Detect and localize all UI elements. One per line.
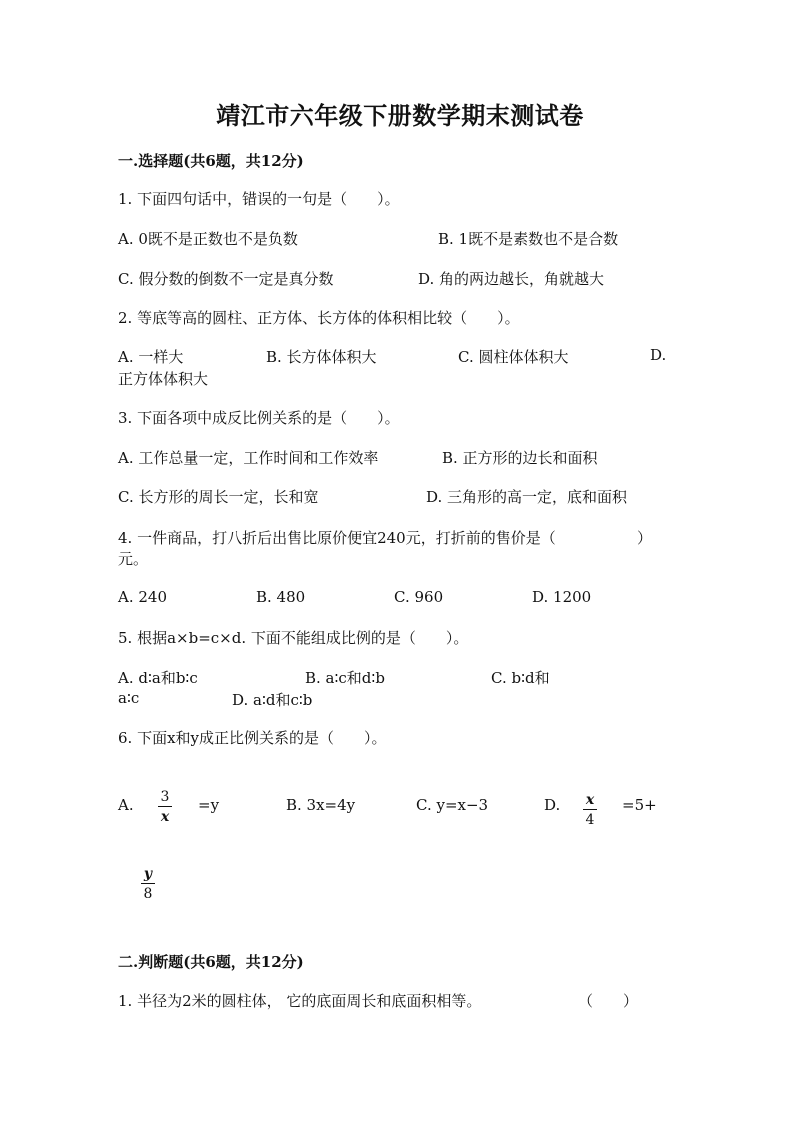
fraction-numerator: 3 <box>160 789 170 805</box>
question-6-option-d-fraction-2 <box>141 867 155 901</box>
question-4-option-b[interactable]: B. 480 <box>256 588 306 606</box>
question-2-option-b[interactable]: B. 长方体体积大 <box>266 348 377 366</box>
question-4-stem-line2: 元。 <box>118 550 149 568</box>
fraction-numerator: x <box>585 792 595 808</box>
question-4-option-c[interactable]: C. 960 <box>394 588 444 606</box>
page-title: 靖江市六年级下册数学期末测试卷 <box>216 101 584 130</box>
question-5-option-c-line1[interactable]: C. b∶d和 <box>491 669 550 687</box>
question-5-stem: 5. 根据a×b=c×d. 下面不能组成比例的是（ ）。 <box>118 629 469 647</box>
question-2-option-c[interactable]: C. 圆柱体体积大 <box>458 348 569 366</box>
question-4-stem-close-paren: ） <box>637 529 653 547</box>
question-1-stem: 1. 下面四句话中，错误的一句是（ ）。 <box>118 190 400 208</box>
fraction-denominator: 4 <box>585 812 595 828</box>
judgement-1-stem: 1. 半径为2米的圆柱体， 它的底面周长和底面积相等。 <box>118 992 482 1010</box>
question-6-option-d-rhs: =5+ <box>622 796 657 814</box>
question-4-stem-line1: 4. 一件商品，打八折后出售比原价便宜240元，打折前的售价是（ <box>118 529 556 547</box>
question-2-stem: 2. 等底等高的圆柱、正方体、长方体的体积相比较（ ）。 <box>118 309 520 327</box>
question-1-option-b[interactable]: B. 1既不是素数也不是合数 <box>438 230 619 248</box>
question-6-option-a-rhs: =y <box>198 796 220 814</box>
section-heading-choice: 一.选择题(共6题，共12分) <box>118 152 304 170</box>
question-2-option-a[interactable]: A. 一样大 <box>118 348 184 366</box>
question-1-option-a[interactable]: A. 0既不是正数也不是负数 <box>118 230 298 248</box>
fraction-denominator: x <box>160 809 170 825</box>
question-2-option-d-text[interactable]: 正方体体积大 <box>118 370 209 388</box>
question-4-option-a[interactable]: A. 240 <box>118 588 167 606</box>
question-5-option-c-line2[interactable]: a∶c <box>118 689 140 707</box>
question-6-option-d-label[interactable]: D. <box>544 796 561 814</box>
question-6-option-c[interactable]: C. y=x−3 <box>416 796 489 814</box>
question-6-option-d-fraction-1 <box>583 793 597 827</box>
question-1-option-c[interactable]: C. 假分数的倒数不一定是真分数 <box>118 270 334 288</box>
judgement-1-answer-parens[interactable]: （ ） <box>578 992 639 1010</box>
question-6-option-b[interactable]: B. 3x=4y <box>286 796 356 814</box>
question-3-option-d[interactable]: D. 三角形的高一定，底和面积 <box>426 488 628 506</box>
question-6-stem: 6. 下面x和y成正比例关系的是（ ）。 <box>118 729 387 747</box>
question-6-option-a-fraction <box>158 790 172 824</box>
question-3-option-b[interactable]: B. 正方形的边长和面积 <box>442 449 598 467</box>
question-5-option-d[interactable]: D. a∶d和c∶b <box>232 691 313 709</box>
fraction-numerator: y <box>143 866 153 882</box>
section-heading-judgement: 二.判断题(共6题，共12分) <box>118 953 304 971</box>
question-5-option-b[interactable]: B. a∶c和d∶b <box>305 669 385 687</box>
question-1-option-d[interactable]: D. 角的两边越长，角就越大 <box>418 270 605 288</box>
question-4-option-d[interactable]: D. 1200 <box>532 588 592 606</box>
question-3-option-c[interactable]: C. 长方形的周长一定，长和宽 <box>118 488 319 506</box>
question-3-option-a[interactable]: A. 工作总量一定，工作时间和工作效率 <box>118 449 379 467</box>
question-5-option-a[interactable]: A. d∶a和b∶c <box>118 669 198 687</box>
question-2-option-d-label[interactable]: D. <box>650 346 667 364</box>
question-6-option-a-label[interactable]: A. <box>118 796 134 814</box>
fraction-denominator: 8 <box>143 886 153 902</box>
question-3-stem: 3. 下面各项中成反比例关系的是（ ）。 <box>118 409 400 427</box>
